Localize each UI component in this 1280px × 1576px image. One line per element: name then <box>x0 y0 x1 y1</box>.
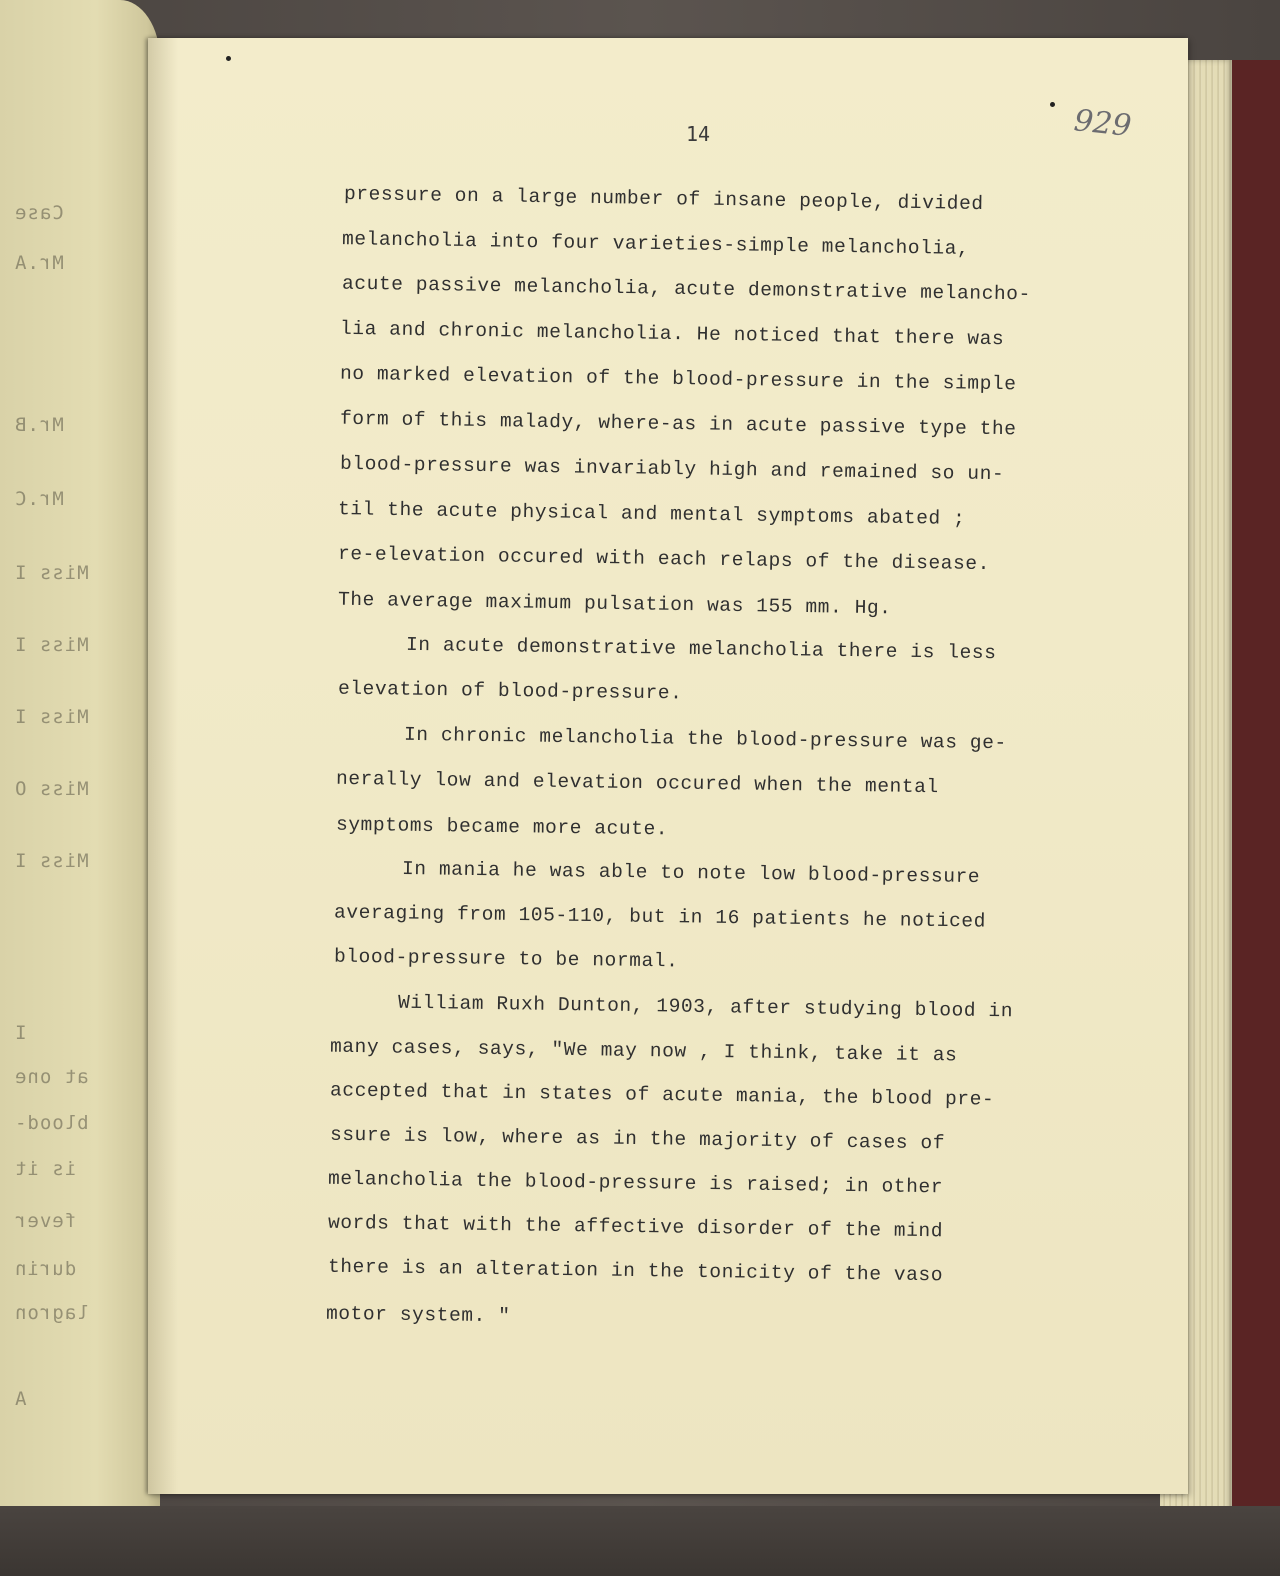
facing-page-fragment: at one <box>14 1066 89 1088</box>
facing-page-fragment: lagron <box>14 1302 89 1324</box>
body-line: blood-pressure was invariably high and remained so un- <box>339 452 1005 486</box>
table-surface <box>0 1506 1280 1576</box>
typed-page <box>148 38 1188 1494</box>
body-line: William Ruxh Dunton, 1903, after studying blood in <box>397 991 1014 1023</box>
body-line: til the acute physical and mental symptoms abated ; <box>337 498 966 530</box>
body-line: accepted that in states of acute mania, the blood pre- <box>329 1079 995 1111</box>
body-line: lia and chronic melancholia. He noticed that there was <box>339 317 1005 351</box>
facing-page-fragment: Mr.A <box>14 252 64 274</box>
facing-page-fragment: Miss I <box>14 634 89 656</box>
facing-page-fragment: Miss I <box>14 850 89 872</box>
body-line: no marked elevation of the blood-pressure in the simple <box>339 362 1017 396</box>
facing-page-fragment: Case <box>14 202 64 224</box>
body-line: re-elevation occured with each relaps of the disease. <box>337 542 991 576</box>
body-line: In mania he was able to note low blood-pressure <box>401 857 981 889</box>
facing-page-fragment: fever <box>14 1210 77 1232</box>
facing-page-fragment: Mr.B <box>14 414 64 436</box>
body-line: averaging from 105-110, but in 16 patients he noticed <box>333 901 987 933</box>
body-line: there is an alteration in the tonicity of the vaso <box>327 1255 944 1287</box>
facing-page-fragment: is it <box>14 1158 77 1180</box>
body-line: blood-pressure to be normal. <box>333 945 679 973</box>
gutter-shadow <box>148 38 178 1494</box>
body-line: In acute demonstrative melancholia there is less <box>405 633 997 665</box>
punch-dot <box>1050 102 1055 107</box>
body-line: melancholia into four varieties-simple melancholia, <box>341 228 970 260</box>
body-line: melancholia the blood-pressure is raised; in other <box>327 1167 944 1199</box>
body-line: motor system. " <box>325 1302 511 1328</box>
facing-page-fragment: Miss I <box>14 562 89 584</box>
body-line: In chronic melancholia the blood-pressure was ge- <box>403 723 1007 755</box>
facing-page <box>0 0 160 1576</box>
facing-page-fragment: Miss I <box>14 706 89 728</box>
facing-page-fragment: I <box>14 1022 27 1044</box>
body-line: acute passive melancholia, acute demonstrative melancho- <box>341 272 1032 306</box>
facing-page-fragment: durin <box>14 1258 77 1280</box>
handwritten-folio: 929 <box>1072 103 1133 144</box>
body-line: symptoms became more acute. <box>335 813 669 841</box>
facing-page-fragment: A <box>14 1388 27 1410</box>
body-line: The average maximum pulsation was 155 mm. Hg. <box>337 588 892 620</box>
facing-page-fragment: Mr.C <box>14 488 64 510</box>
punch-dot <box>226 56 231 61</box>
facing-page-fragment: blood- <box>14 1112 89 1134</box>
body-line: pressure on a large number of insane people, divided <box>343 182 984 216</box>
body-line: form of this malady, where-as in acute passive type the <box>339 407 1017 441</box>
body-line: many cases, says, "We may now , I think, take it as <box>329 1035 958 1067</box>
facing-page-fragment: Miss O <box>14 778 89 800</box>
body-line: words that with the affective disorder of the mind <box>327 1211 944 1243</box>
body-line: elevation of blood-pressure. <box>337 677 683 705</box>
page-number: 14 <box>686 122 711 146</box>
body-line: nerally low and elevation occured when the mental <box>335 767 939 799</box>
body-line: ssure is low, where as in the majority of cases of <box>329 1123 946 1155</box>
